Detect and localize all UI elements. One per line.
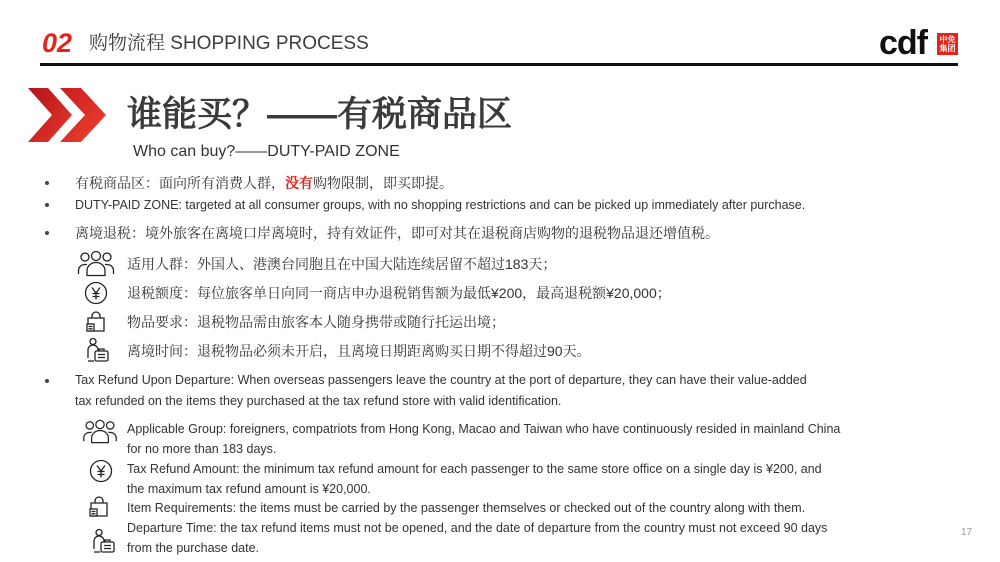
item-text [127, 518, 827, 558]
header-divider [40, 63, 958, 66]
en-item-item-requirements [0, 498, 1000, 518]
double-chevron-icon [28, 88, 108, 142]
bullet-dot [45, 181, 49, 185]
en-item-departure-time [0, 518, 1000, 555]
bullet-dot [45, 231, 49, 235]
logo-wordmark: cdf [879, 24, 927, 62]
item-text-line: Departure Time: the tax refund items must not be opened, and the date of departure from the country must not exceed 90 days [127, 521, 828, 535]
section-title: 购物流程 SHOPPING PROCESS [89, 33, 369, 54]
logo-badge-line: 中免 [939, 35, 956, 44]
page-subtitle: Who can buy?——DUTY-PAID ZONE [133, 143, 400, 160]
section-number: 02 [42, 28, 73, 58]
item-text-line: Applicable Group: foreigners, compatriots from Hong Kong, Macao and Taiwan who have continuously resided in mainland China [127, 422, 841, 436]
item-text-line: the maximum tax refund amount is ¥20,000. [127, 482, 371, 496]
bullet-text: 离境退税：境外旅客在离境口岸离境时，持有效证件，即可对其在退税商店购物的退税物品退还增值税。 [75, 225, 719, 241]
item-text-line: Item Requirements: the items must be carried by the passenger themselves or checked out of the country along with them. [127, 501, 806, 515]
item-text [127, 459, 822, 499]
people-icon [77, 249, 115, 282]
cn-item-refund-amount [0, 283, 1000, 303]
cn-item-departure-time [0, 341, 1000, 361]
item-text: 物品要求：退税物品需由旅客本人随身携带或随行托运出境； [127, 314, 505, 330]
cn-item-applicable-group [0, 254, 1000, 274]
en-item-applicable-group [0, 419, 1000, 456]
bullet-tax-refund-en [75, 370, 807, 412]
item-text-line: Tax Refund Amount: the minimum tax refund amount for each passenger to the same store office on a single day is ¥200, and [127, 462, 822, 476]
item-text: 适用人群：外国人、港澳台同胞且在中国大陆连续居留不超过183天； [127, 256, 557, 272]
bullet-tax-refund-cn [75, 223, 719, 243]
bullet-text-line: tax refunded on the items they purchased at the tax refund store with valid identification. [75, 394, 562, 408]
bullet-dot [45, 379, 49, 383]
bullet-text: 有税商品区：面向所有消费人群， [75, 175, 285, 191]
shopping-bag-icon [85, 311, 107, 338]
luggage-icon [91, 528, 117, 559]
bullet-duty-paid-en [75, 196, 805, 214]
page-title: 谁能买？——有税商品区 [127, 95, 513, 134]
bullet-duty-paid-cn [75, 173, 453, 193]
yen-icon [89, 459, 113, 488]
yen-icon [84, 281, 108, 310]
bullet-text-line: Tax Refund Upon Departure: When overseas passengers leave the country at the port of departure, they can have their value-added [75, 373, 807, 387]
cn-item-item-requirements [0, 312, 1000, 332]
logo-badge [937, 33, 958, 55]
item-text [127, 419, 840, 459]
bullet-text: DUTY-PAID ZONE: targeted at all consumer groups, with no shopping restrictions and can be picked up immediately after purchase. [75, 198, 806, 212]
logo-badge-line: 集团 [939, 44, 956, 53]
en-item-refund-amount [0, 459, 1000, 496]
page-number: 17 [961, 527, 973, 538]
bullet-text: 购物限制，即买即提。 [313, 175, 453, 191]
bullet-dot [45, 203, 49, 207]
item-text-line: from the purchase date. [127, 541, 260, 555]
people-icon [81, 418, 119, 449]
item-text [127, 498, 805, 518]
item-text-line: for no more than 183 days. [127, 442, 277, 456]
highlight-text: 没有 [285, 175, 313, 191]
item-text: 退税额度：每位旅客单日向同一商店申办退税销售额为最低¥200，最高退税额¥20,000； [127, 285, 671, 301]
item-text: 离境时间：退税物品必须未开启，且离境日期距离购买日期不得超过90天。 [127, 343, 591, 359]
luggage-icon [85, 337, 111, 368]
